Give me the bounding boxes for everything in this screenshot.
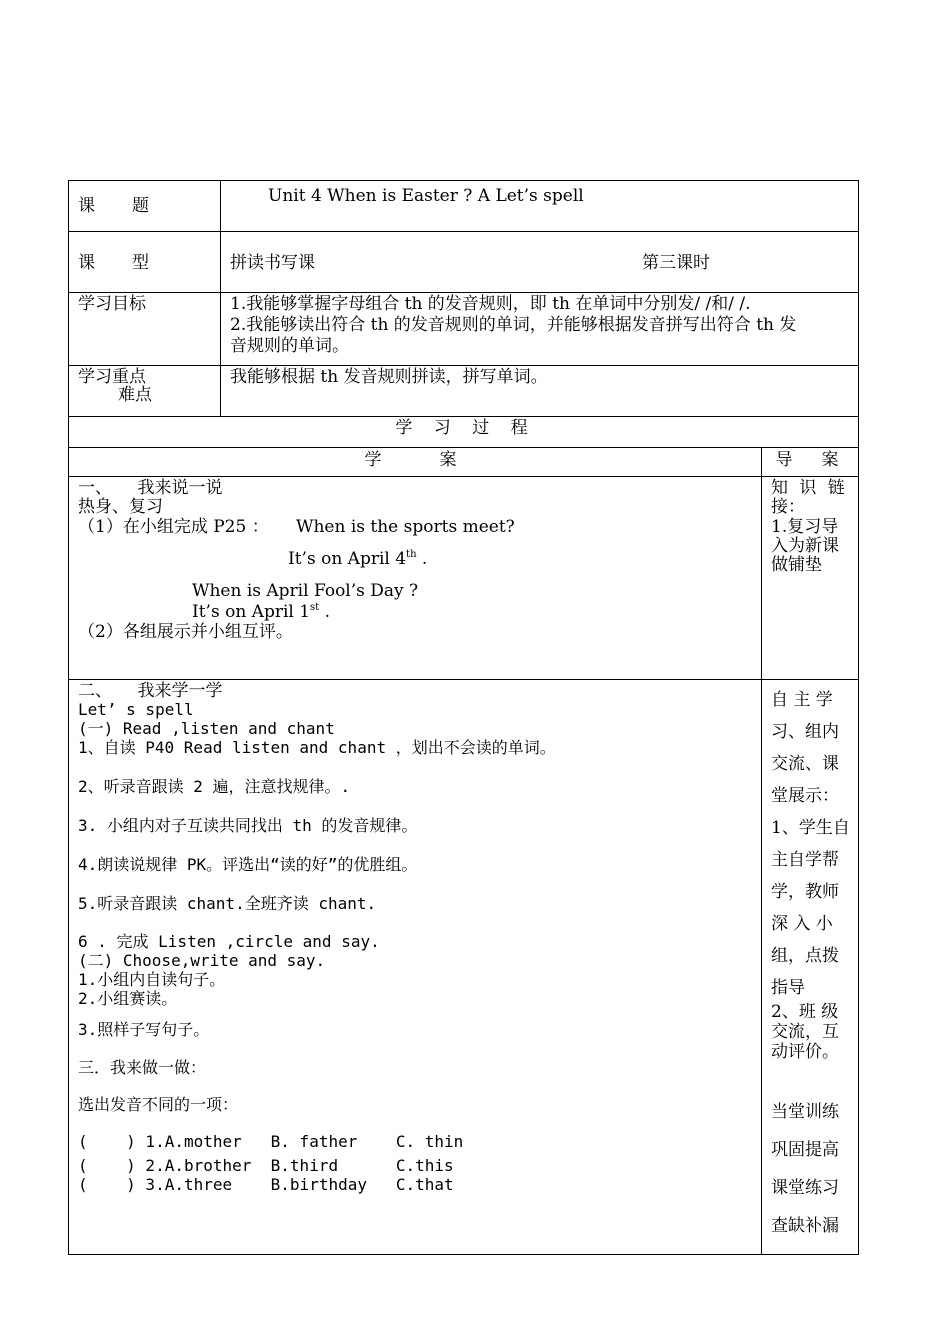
answer1-text: It’s on April 4 bbox=[288, 549, 407, 569]
guide2-line: 指导 bbox=[771, 978, 805, 998]
guide2-line: 1、学生自 bbox=[771, 818, 850, 838]
guide2-line: 习、组内 bbox=[771, 722, 839, 742]
row-divider bbox=[68, 231, 859, 232]
section1-step1-question: When is the sports meet? bbox=[296, 517, 515, 537]
answer1-end: . bbox=[416, 549, 428, 569]
guide2-line: 自 主 学 bbox=[771, 690, 833, 710]
keypoints-value: 我能够根据 th 发音规则拼读，拼写单词。 bbox=[230, 367, 548, 387]
guide2-line: 交流，互 bbox=[771, 1022, 839, 1042]
exercise-question: ( ) 1.A.mother B. father C. thin bbox=[78, 1132, 464, 1151]
type-label: 课 型 bbox=[78, 253, 159, 273]
step-item: 4.朗读说规律 PK。评选出“读的好”的优胜组。 bbox=[78, 855, 418, 874]
section1-answer1 bbox=[288, 549, 427, 569]
goals-line-1: 1.我能够掌握字母组合 th 的发音规则，即 th 在单词中分别发/ /和/ /. bbox=[230, 294, 751, 314]
guide2-line: 组，点拨 bbox=[771, 946, 839, 966]
process-title: 学 习 过 程 bbox=[395, 418, 532, 438]
exercise-question: ( ) 3.A.three B.birthday C.that bbox=[78, 1175, 454, 1194]
answer2-suffix: st bbox=[310, 602, 320, 613]
row-divider bbox=[68, 292, 859, 293]
part2-heading: (二) Choose,write and say. bbox=[78, 951, 326, 970]
guide2-line: 巩固提高 bbox=[771, 1140, 839, 1160]
guide2-line: 动评价。 bbox=[771, 1042, 839, 1062]
section1-step2: （2）各组展示并小组互评。 bbox=[78, 622, 293, 642]
guide1-line: 知 识 链 bbox=[771, 478, 848, 498]
guide-column-header: 导 案 bbox=[775, 450, 845, 470]
column-divider bbox=[220, 180, 221, 416]
guide2-line: 2、班 级 bbox=[771, 1002, 839, 1022]
guide2-line: 当堂训练 bbox=[771, 1102, 839, 1122]
goals-label: 学习目标 bbox=[78, 294, 146, 314]
step-item: 3. 小组内对子互读共同找出 th 的发音规律。 bbox=[78, 816, 418, 835]
guide2-line: 交流、课 bbox=[771, 754, 839, 774]
goals-line-2: 2.我能够读出符合 th 的发音规则的单词，并能够根据发音拼写出符合 th 发 bbox=[230, 315, 797, 335]
step-item: 5.听录音跟读 chant.全班齐读 chant. bbox=[78, 894, 377, 913]
keypoints-label: 学习重点 bbox=[78, 367, 146, 387]
part2-item: 2.小组赛读。 bbox=[78, 989, 178, 1008]
step-item: 6 . 完成 Listen ,circle and say. bbox=[78, 932, 380, 951]
answer2-text: It’s on April 1 bbox=[192, 602, 311, 622]
guide2-line: 深 入 小 bbox=[771, 914, 833, 934]
row-divider bbox=[68, 416, 859, 417]
exercise-instruction: 选出发音不同的一项： bbox=[78, 1095, 239, 1114]
section1-heading: 一、 我来说一说 bbox=[78, 478, 223, 498]
guide2-line: 查缺补漏 bbox=[771, 1216, 839, 1236]
section1-question2: When is April Fool’s Day ? bbox=[192, 581, 419, 601]
section1-step1: （1）在小组完成 P25 ： bbox=[78, 517, 269, 537]
lets-spell-label: Let’ s spell bbox=[78, 700, 194, 719]
part2-item: 1.小组内自读句子。 bbox=[78, 970, 226, 989]
answer1-suffix: th bbox=[406, 549, 417, 560]
guide1-line: 做铺垫 bbox=[771, 555, 822, 575]
guide1-line: 入为新课 bbox=[771, 536, 839, 556]
guide2-line: 课堂练习 bbox=[771, 1178, 839, 1198]
section1-sub: 热身、复习 bbox=[78, 497, 163, 517]
part2-item: 3.照样子写句子。 bbox=[78, 1020, 210, 1039]
guide2-line: 堂展示： bbox=[771, 786, 839, 806]
answer2-end: . bbox=[319, 602, 331, 622]
step-item: 1、自读 P40 Read listen and chant ，划出不会读的单词。 bbox=[78, 738, 556, 757]
row-divider bbox=[68, 679, 859, 680]
guide1-line: 1.复习导 bbox=[771, 517, 839, 537]
guide2-line: 学，教师 bbox=[771, 882, 839, 902]
goals-line-3: 音规则的单词。 bbox=[230, 336, 349, 356]
step-item: 2、听录音跟读 2 遍，注意找规律。. bbox=[78, 777, 351, 796]
exercise-question: ( ) 2.A.brother B.third C.this bbox=[78, 1156, 454, 1175]
keypoints-label-2: 难点 bbox=[118, 385, 152, 405]
plan-column-header: 学 案 bbox=[364, 450, 465, 470]
topic-label: 课 题 bbox=[78, 196, 159, 216]
row-divider bbox=[68, 447, 859, 448]
section2-heading: 二、 我来学一学 bbox=[78, 681, 223, 701]
type-value: 拼读书写课 bbox=[230, 253, 315, 273]
section3-heading: 三．我来做一做： bbox=[78, 1058, 207, 1077]
column-divider bbox=[761, 447, 762, 1255]
guide2-line: 主自学帮 bbox=[771, 850, 839, 870]
period-label: 第三课时 bbox=[642, 253, 710, 273]
section1-answer2 bbox=[192, 602, 330, 622]
row-divider bbox=[68, 365, 859, 366]
part1-heading: (一) Read ,listen and chant bbox=[78, 719, 335, 738]
topic-value: Unit 4 When is Easter ? A Let’s spell bbox=[268, 186, 584, 206]
guide1-line: 接： bbox=[771, 497, 805, 517]
row-divider bbox=[68, 476, 859, 477]
